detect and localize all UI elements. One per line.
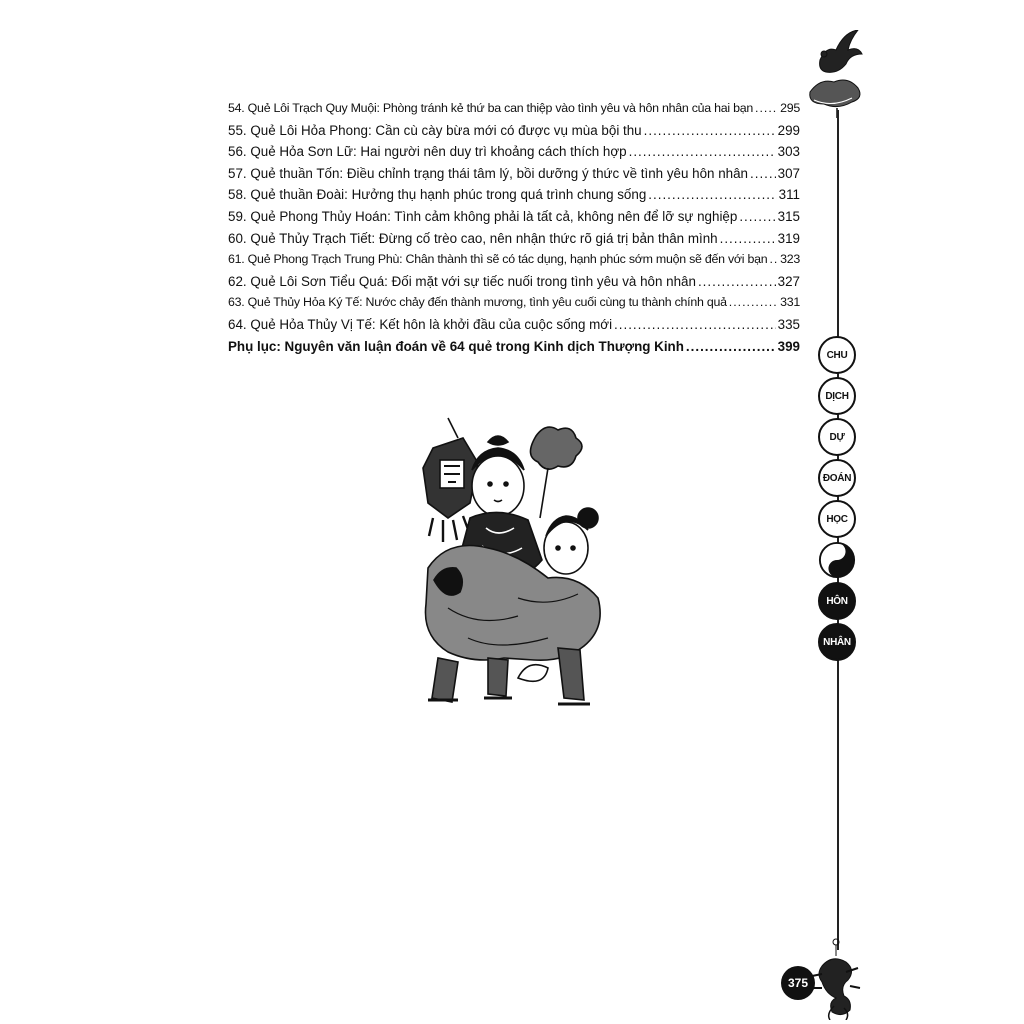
page-number: 375	[781, 966, 815, 1000]
badge-chu: CHU	[818, 336, 856, 374]
toc-entry-title: 55. Quẻ Lôi Hỏa Phong: Cần cù cày bừa mới có được vụ mùa bội thu	[228, 122, 642, 138]
toc-leader-dots	[648, 184, 776, 206]
toc-leader-dots	[739, 206, 775, 228]
children-with-lion-woodblock-illustration	[408, 408, 618, 724]
toc-entry-title: 56. Quẻ Hỏa Sơn Lữ: Hai người nên duy trì khoảng cách thích hợp	[228, 144, 627, 160]
toc-entry-title: 60. Quẻ Thủy Trạch Tiết: Đừng cố trèo cao, nên nhận thức rõ giá trị bản thân mình	[228, 230, 718, 246]
toc-entry-54	[228, 98, 800, 120]
toc-entry-page: 331	[780, 295, 800, 310]
toc-entry-page: 311	[778, 187, 800, 203]
toc-entry-title: 64. Quẻ Hỏa Thủy Vị Tế: Kết hôn là khởi đầu của cuộc sống mới	[228, 316, 613, 332]
badge-hoc: HỌC	[818, 500, 856, 538]
toc-entry-page: 295	[780, 101, 800, 115]
toc-entry-56	[228, 141, 800, 163]
toc-entry-title: 59. Quẻ Phong Thủy Hoán: Tình cảm không phải là tất cả, không nên để lỡ sự nghiệp	[228, 208, 738, 224]
badge-nhan: NHÂN	[818, 623, 856, 661]
toc-entry-58	[228, 184, 800, 206]
toc-leader-dots	[629, 141, 776, 163]
badge-dich: DỊCH	[818, 377, 856, 415]
toc-entry-title: 58. Quẻ thuần Đoài: Hưởng thụ hạnh phúc trong quá trình chung sống	[228, 187, 647, 203]
toc-entry-page: 299	[777, 122, 800, 138]
toc-leader-dots	[686, 336, 776, 358]
toc-entry-63	[228, 292, 800, 314]
toc-entry-page: 307	[777, 165, 800, 181]
toc-entry-55	[228, 120, 800, 142]
toc-entry-60	[228, 228, 800, 250]
toc-leader-dots	[750, 163, 776, 185]
toc-entry-page: 399	[777, 338, 800, 354]
toc-entry-page: 303	[777, 144, 800, 160]
toc-leader-dots	[614, 314, 776, 336]
toc-entry-title: 54. Quẻ Lôi Trạch Quy Muội: Phòng tránh kẻ thứ ba can thiệp vào tình yêu và hôn nhân của hai bạn	[228, 101, 754, 115]
toc-entry-page: 323	[780, 252, 800, 267]
toc-entry-page: 315	[777, 208, 800, 224]
toc-leader-dots	[720, 228, 776, 250]
yin-yang-icon	[818, 541, 856, 579]
table-of-contents	[228, 98, 800, 357]
toc-entry-61	[228, 249, 800, 271]
toc-entry-page: 335	[777, 316, 800, 332]
toc-leader-dots	[769, 249, 778, 271]
toc-entry-appendix	[228, 336, 800, 358]
badge-du: DỰ	[818, 418, 856, 456]
toc-leader-dots	[729, 292, 778, 314]
badge-hon: HÔN	[818, 582, 856, 620]
toc-entry-page: 327	[777, 273, 800, 289]
toc-entry-59	[228, 206, 800, 228]
toc-entry-title: 61. Quẻ Phong Trạch Trung Phù: Chân thành thì sẽ có tác dụng, hạnh phúc sớm muộn sẽ đến với bạn	[228, 252, 768, 267]
phoenix-ornament-icon	[800, 30, 864, 118]
toc-entry-title: 57. Quẻ thuần Tốn: Điều chỉnh trạng thái tâm lý, bồi dưỡng ý thức về tình yêu hôn nhân	[228, 165, 749, 181]
badge-doan: ĐOÁN	[818, 459, 856, 497]
toc-leader-dots	[755, 98, 778, 120]
toc-entry-57	[228, 163, 800, 185]
toc-entry-62	[228, 271, 800, 293]
toc-leader-dots	[698, 271, 776, 293]
toc-entry-title: 63. Quẻ Thủy Hỏa Ký Tế: Nước chảy đến thành mương, tình yêu cuối cùng tu thành chính quả	[228, 295, 727, 310]
toc-entry-title: Phụ lục: Nguyên văn luận đoán về 64 quẻ trong Kinh dịch Thượng Kinh	[228, 338, 684, 354]
toc-leader-dots	[644, 120, 776, 142]
toc-entry-64	[228, 314, 800, 336]
toc-entry-page: 319	[777, 230, 800, 246]
toc-entry-title: 62. Quẻ Lôi Sơn Tiểu Quá: Đối mặt với sự tiếc nuối trong tình yêu và hôn nhân	[228, 273, 696, 289]
